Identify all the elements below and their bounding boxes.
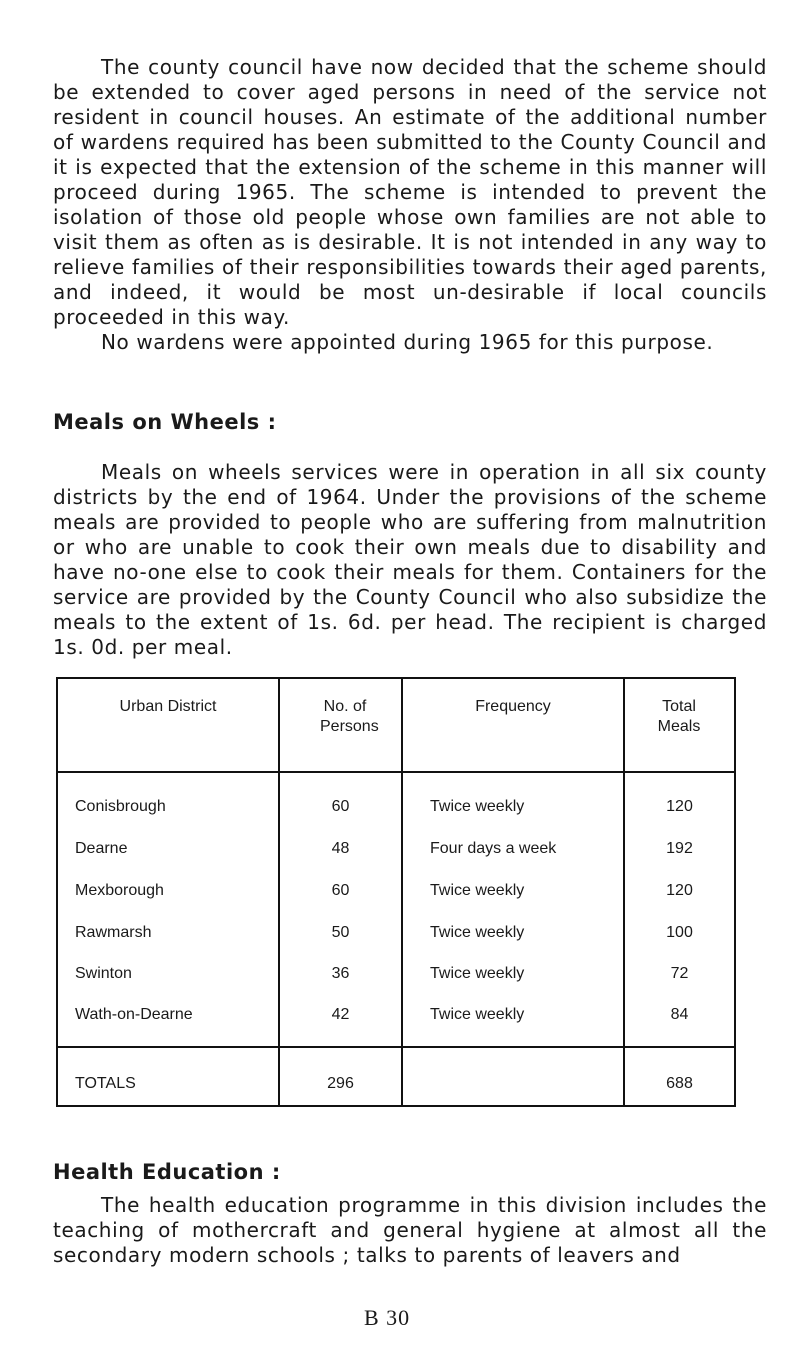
health-education-heading: Health Education : [53, 1160, 281, 1184]
cell-total-meals: 120 [666, 798, 693, 815]
header-frequency: Frequency [475, 698, 551, 715]
cell-district: Conisbrough [75, 798, 166, 815]
cell-persons: 60 [331, 882, 350, 899]
totals-label: TOTALS [75, 1075, 136, 1092]
paragraph-wardens-scheme: The county council have now decided that the scheme should be extended to cover aged persons in need of the service not resident in council houses. An estimate of the additional number of wardens required has been submitted to the County Council and it is expected that the extension of the scheme in this manner will proceed during 1965. The scheme is intended to prevent the isolation of those old people whose own families are not able to visit them as often as is desirable. It is not intended in any way to relieve families of their responsibilities towards their aged parents, and indeed, it would be most un-desirable if local councils proceeded in this way. [53, 55, 767, 329]
cell-district: Rawmarsh [75, 924, 152, 941]
meals-table [56, 677, 736, 1107]
cell-frequency: Twice weekly [430, 965, 525, 982]
header-total-meals: Total Meals [657, 698, 701, 735]
cell-district: Wath-on-Dearne [75, 1006, 193, 1023]
table-bottom-rule [56, 1105, 736, 1107]
cell-persons: 48 [331, 840, 350, 857]
cell-frequency: Twice weekly [430, 798, 525, 815]
paragraph-meals-on-wheels: Meals on wheels services were in operation in all six county districts by the end of 1964. Under the provisions of the scheme meals are provided to people who are suffering from malnutrition or who are unable to cook their own meals due to disability and have no-one else to cook their meals for them. Containers for the service are provided by the County Council who also subsidize the meals to the extent of 1s. 6d. per head. The recipient is charged 1s. 0d. per meal. [53, 460, 767, 659]
cell-total-meals: 192 [666, 840, 693, 857]
table-right-rule [734, 677, 736, 1107]
table-header-rule [56, 771, 736, 773]
totals-persons: 296 [327, 1075, 354, 1092]
cell-frequency: Twice weekly [430, 882, 525, 899]
header-urban-district: Urban District [119, 698, 217, 715]
cell-frequency: Four days a week [430, 840, 557, 857]
table-divider-2 [401, 677, 403, 1107]
page-number: B 30 [364, 1305, 411, 1330]
header-no-of-persons: No. of Persons [320, 698, 379, 735]
cell-district: Mexborough [75, 882, 164, 899]
paragraph-no-wardens: No wardens were appointed during 1965 for this purpose. [101, 330, 714, 354]
cell-district: Swinton [75, 965, 132, 982]
table-top-rule [56, 677, 736, 679]
cell-district: Dearne [75, 840, 128, 857]
cell-persons: 60 [331, 798, 350, 815]
meals-on-wheels-heading: Meals on Wheels : [53, 410, 277, 434]
cell-persons: 36 [331, 965, 350, 982]
cell-frequency: Twice weekly [430, 1006, 525, 1023]
cell-total-meals: 120 [666, 882, 693, 899]
cell-persons: 50 [331, 924, 350, 941]
cell-total-meals: 72 [670, 965, 689, 982]
cell-frequency: Twice weekly [430, 924, 525, 941]
totals-meals: 688 [666, 1075, 693, 1092]
paragraph-health-education: The health education programme in this division includes the teaching of mothercraft and general hygiene at almost all the secondary modern schools ; talks to parents of leavers and [53, 1193, 767, 1267]
table-totals-rule [56, 1046, 736, 1048]
cell-total-meals: 100 [666, 924, 693, 941]
table-left-rule [56, 677, 58, 1107]
cell-total-meals: 84 [670, 1006, 689, 1023]
cell-persons: 42 [331, 1006, 350, 1023]
